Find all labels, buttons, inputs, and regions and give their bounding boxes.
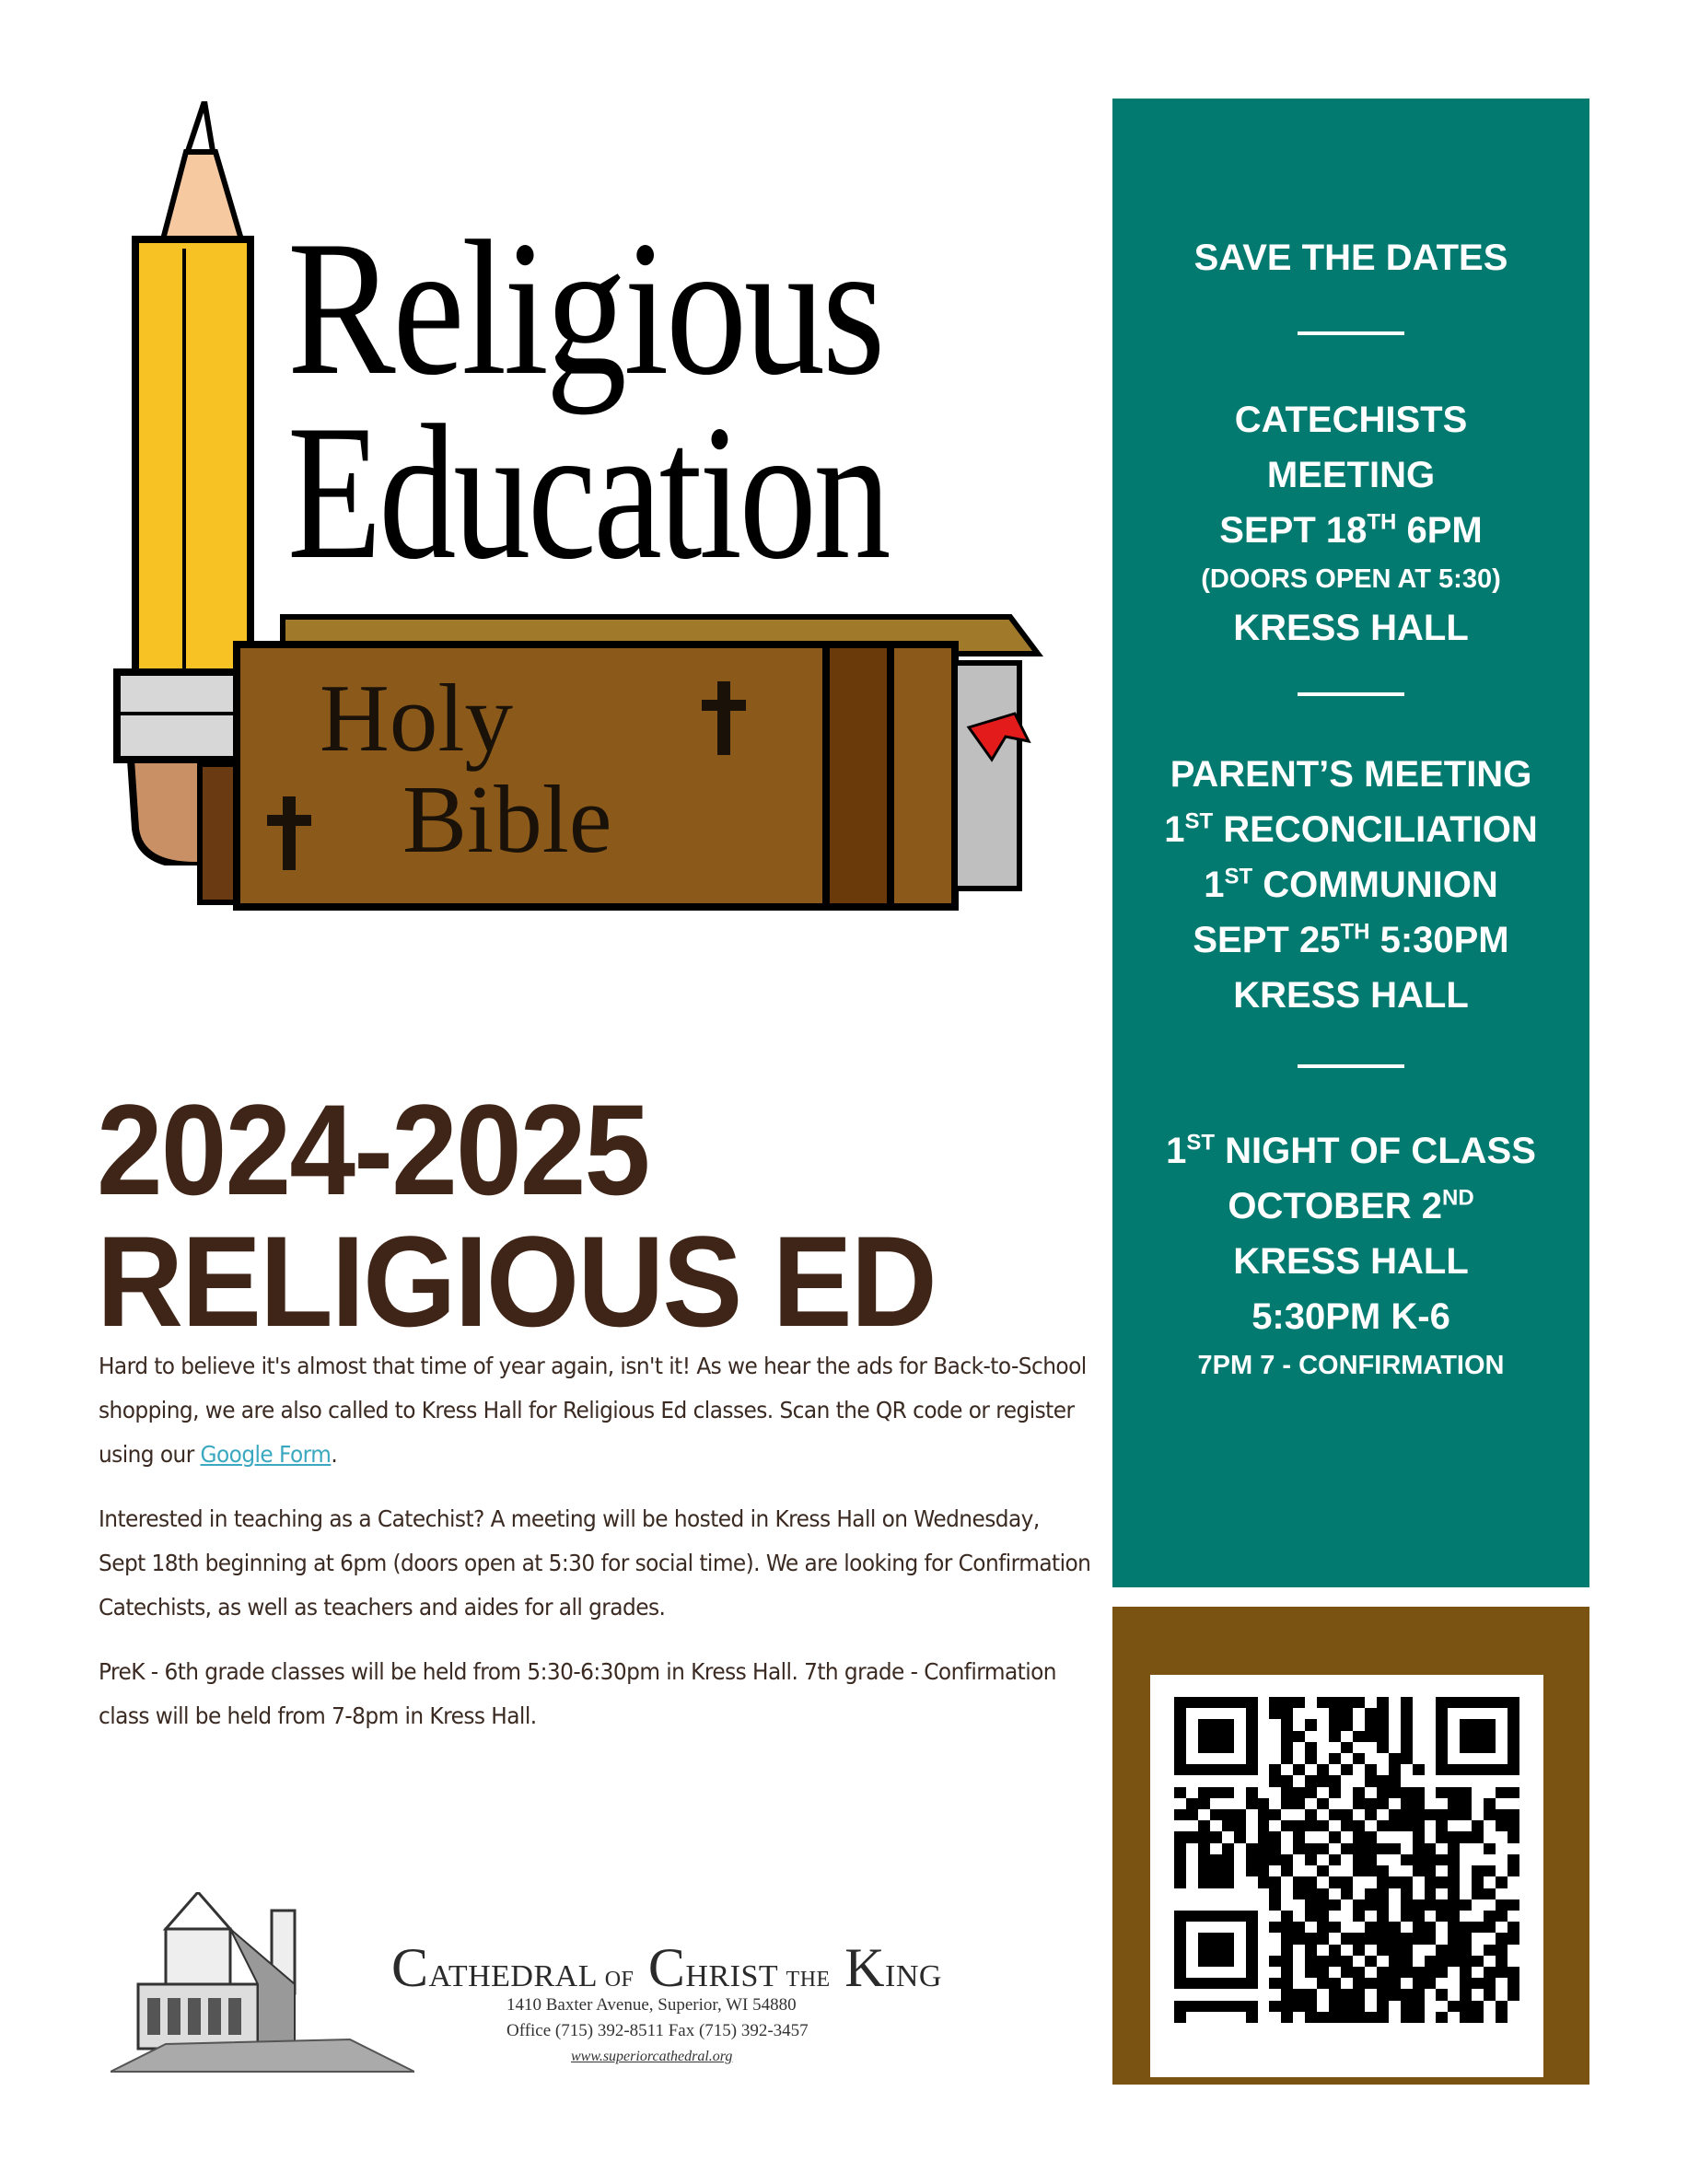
cathedral-name: CATHEDRAL OF CHRIST THE KING <box>391 1937 942 1998</box>
qr-code[interactable] <box>1150 1675 1543 2077</box>
logo-title-education: Education <box>287 386 889 599</box>
qr-panel <box>1112 1607 1589 2085</box>
event-first-night-of-class: 1ST NIGHT OF CLASS OCTOBER 2ND KRESS HALL 5:30PM K-6 7PM 7 - CONFIRMATION <box>1166 1130 1536 1380</box>
paragraph-intro: Hard to believe it's almost that time of year again, isn't it! As we hear the ads for Back-to-School shopping, we are also called to Kress Hall for Religious Ed classes. Scan the QR code or register using our Google Form. <box>99 1353 1087 1468</box>
cathedral-logo <box>111 1892 942 2076</box>
cathedral-phones: Office (715) 392-8511 Fax (715) 392-3457 <box>506 2021 809 2040</box>
google-form-link[interactable]: Google Form <box>200 1441 332 1468</box>
logo-title-religious: Religious <box>287 202 882 415</box>
page-title <box>97 1077 998 1354</box>
cathedral-address: 1410 Baxter Avenue, Superior, WI 54880 <box>506 1995 797 2015</box>
bible-text-bible: Bible <box>402 765 612 873</box>
religious-education-logo <box>103 101 1088 893</box>
bible-icon <box>181 598 1065 912</box>
event-parents-meeting: PARENT’S MEETING 1ST RECONCILIATION 1ST COMMUNION SEPT 25TH 5:30PM KRESS HALL <box>1164 754 1538 1016</box>
title-religious-ed: RELIGIOUS ED <box>97 1209 936 1354</box>
paragraph-schedule: PreK - 6th grade classes will be held from 5:30-6:30pm in Kress Hall. 7th grade - Confirmation class will be held from 7-8pm in Kress Hall. <box>99 1658 1056 1729</box>
body-text <box>99 1344 1093 1759</box>
event-catechists-meeting: CATECHISTS MEETING SEPT 18TH 6PM (DOORS OPEN AT 5:30) KRESS HALL <box>1201 400 1501 648</box>
save-dates-title: SAVE THE DATES <box>1193 238 1508 278</box>
paragraph-catechist: Interested in teaching as a Catechist? A meeting will be hosted in Kress Hall on Wednesday, Sept 18th beginning at 6pm (doors open at 5:30 for social time). We are looking for Confirmation Catechists, as well as teachers and aides for all grades. <box>99 1505 1091 1621</box>
title-year: 2024-2025 <box>97 1077 649 1222</box>
save-the-dates-panel <box>1112 99 1589 1587</box>
cathedral-website-link[interactable]: www.superiorcathedral.org <box>571 2049 733 2064</box>
cathedral-building-icon <box>111 1892 414 2076</box>
bible-text-holy: Holy <box>320 664 513 772</box>
qr-code-icon <box>1174 1697 1519 2023</box>
